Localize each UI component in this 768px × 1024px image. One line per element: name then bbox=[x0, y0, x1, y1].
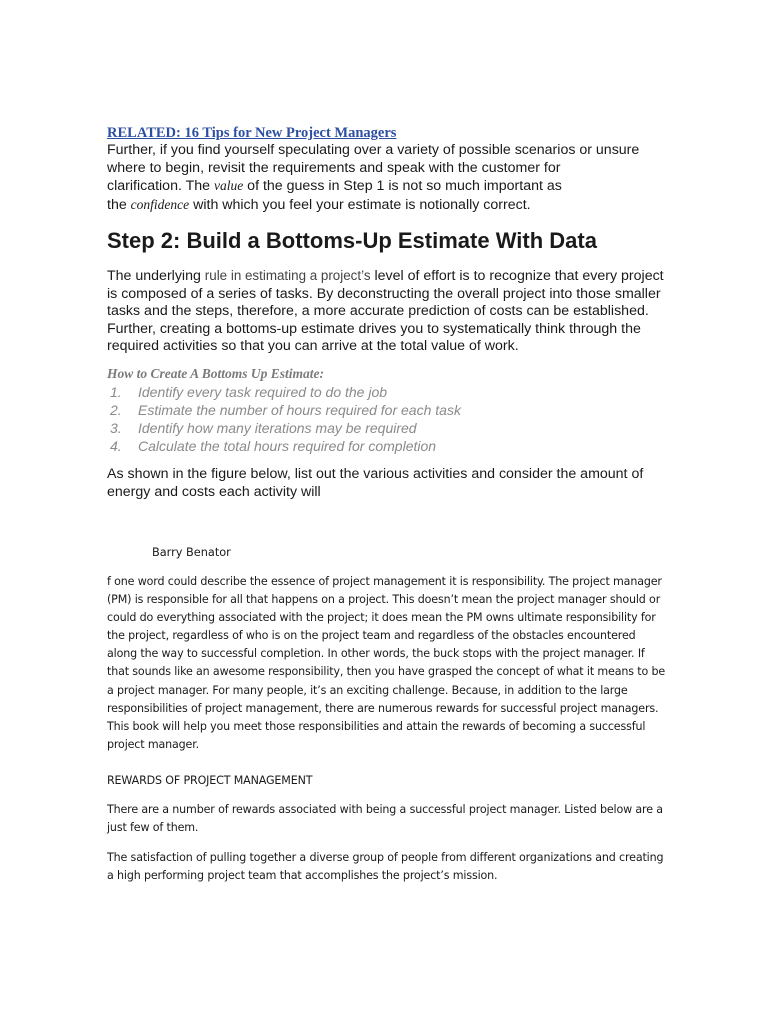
list-item bbox=[110, 419, 461, 437]
intro-line-3a: clarification. The bbox=[107, 178, 214, 194]
related-link[interactable]: RELATED: 16 Tips for New Project Managers bbox=[107, 125, 397, 141]
rewards-heading: REWARDS OF PROJECT MANAGEMENT bbox=[107, 774, 313, 787]
satisfaction-paragraph: The satisfaction of pulling together a diverse group of people from different organizations and creating a high performing project team that accomplishes the project’s mission. bbox=[107, 851, 664, 883]
intro-line-4a: the bbox=[107, 196, 131, 213]
intro-line-3b: of the guess in Step 1 is not so much important as bbox=[243, 178, 562, 194]
howto-title: How to Create A Bottoms Up Estimate: bbox=[107, 366, 325, 381]
list-item bbox=[110, 401, 461, 419]
rewards-paragraph: There are a number of rewards associated with being a successful project manager. Listed below are a just few of them. bbox=[107, 803, 663, 835]
step-text: Estimate the number of hours required for each task bbox=[138, 402, 461, 418]
para1-rule-phrase: rule in estimating a project’s bbox=[204, 268, 371, 283]
author-name: Barry Benator bbox=[152, 546, 231, 559]
intro-line-2: where to begin, revisit the requirements and speak with the customer for bbox=[107, 159, 561, 176]
para1-rest: level of effort is to recognize that every project is composed of a series of tasks. By deconstructing the overall project into those smaller tasks and the steps, therefore, a more accurate prediction of costs can be established. Further, creating a bottoms-up estimate drives you to systematically think through the required activities so that you can arrive at the total value of work. bbox=[107, 268, 664, 355]
value-emphasis: value bbox=[213, 178, 244, 193]
howto-steps-list bbox=[110, 383, 461, 455]
step-text: Calculate the total hours required for completion bbox=[138, 438, 437, 454]
confidence-emphasis: confidence bbox=[130, 196, 190, 212]
bottoms-up-paragraph bbox=[107, 267, 667, 356]
step-number: 3. bbox=[110, 420, 122, 436]
step-text: Identify every task required to do the job bbox=[138, 384, 388, 400]
list-item bbox=[110, 437, 461, 455]
intro-line-4b: with which you feel your estimate is notionally correct. bbox=[189, 196, 531, 213]
step-number: 2. bbox=[110, 402, 122, 418]
list-item bbox=[110, 383, 461, 401]
figure-intro-paragraph: As shown in the figure below, list out the various activities and consider the amount of energy and costs each activity will bbox=[107, 466, 644, 500]
step-number: 4. bbox=[110, 438, 122, 454]
para1-start: The underlying bbox=[107, 268, 205, 284]
step-number: 1. bbox=[110, 384, 122, 400]
step-2-heading: Step 2: Build a Bottoms-Up Estimate With Data bbox=[107, 228, 597, 253]
responsibility-paragraph: f one word could describe the essence of project management it is responsibility. The project manager (PM) is responsible for all that happens on a project. This doesn’t mean the project manager should or could do everything associated with the project; it does mean the PM owns ultimate responsibility for the project, regardless of who is on the project team and regardless of the obstacles encountered along the way to successful completion. In other words, the buck stops with the project manager. If that sounds like an awesome responsibility, then you have grasped the concept of what it means to be a project manager. For many people, it’s an exciting challenge. Because, in addition to the large responsibilities of project management, there are numerous rewards for successful project managers. This book will help you meet those responsibilities and attain the rewards of becoming a successful project manager. bbox=[107, 575, 666, 751]
intro-line-1: Further, if you find yourself speculating over a variety of possible scenarios or unsure bbox=[107, 142, 640, 158]
step-text: Identify how many iterations may be required bbox=[138, 420, 417, 436]
intro-paragraph bbox=[107, 142, 667, 214]
